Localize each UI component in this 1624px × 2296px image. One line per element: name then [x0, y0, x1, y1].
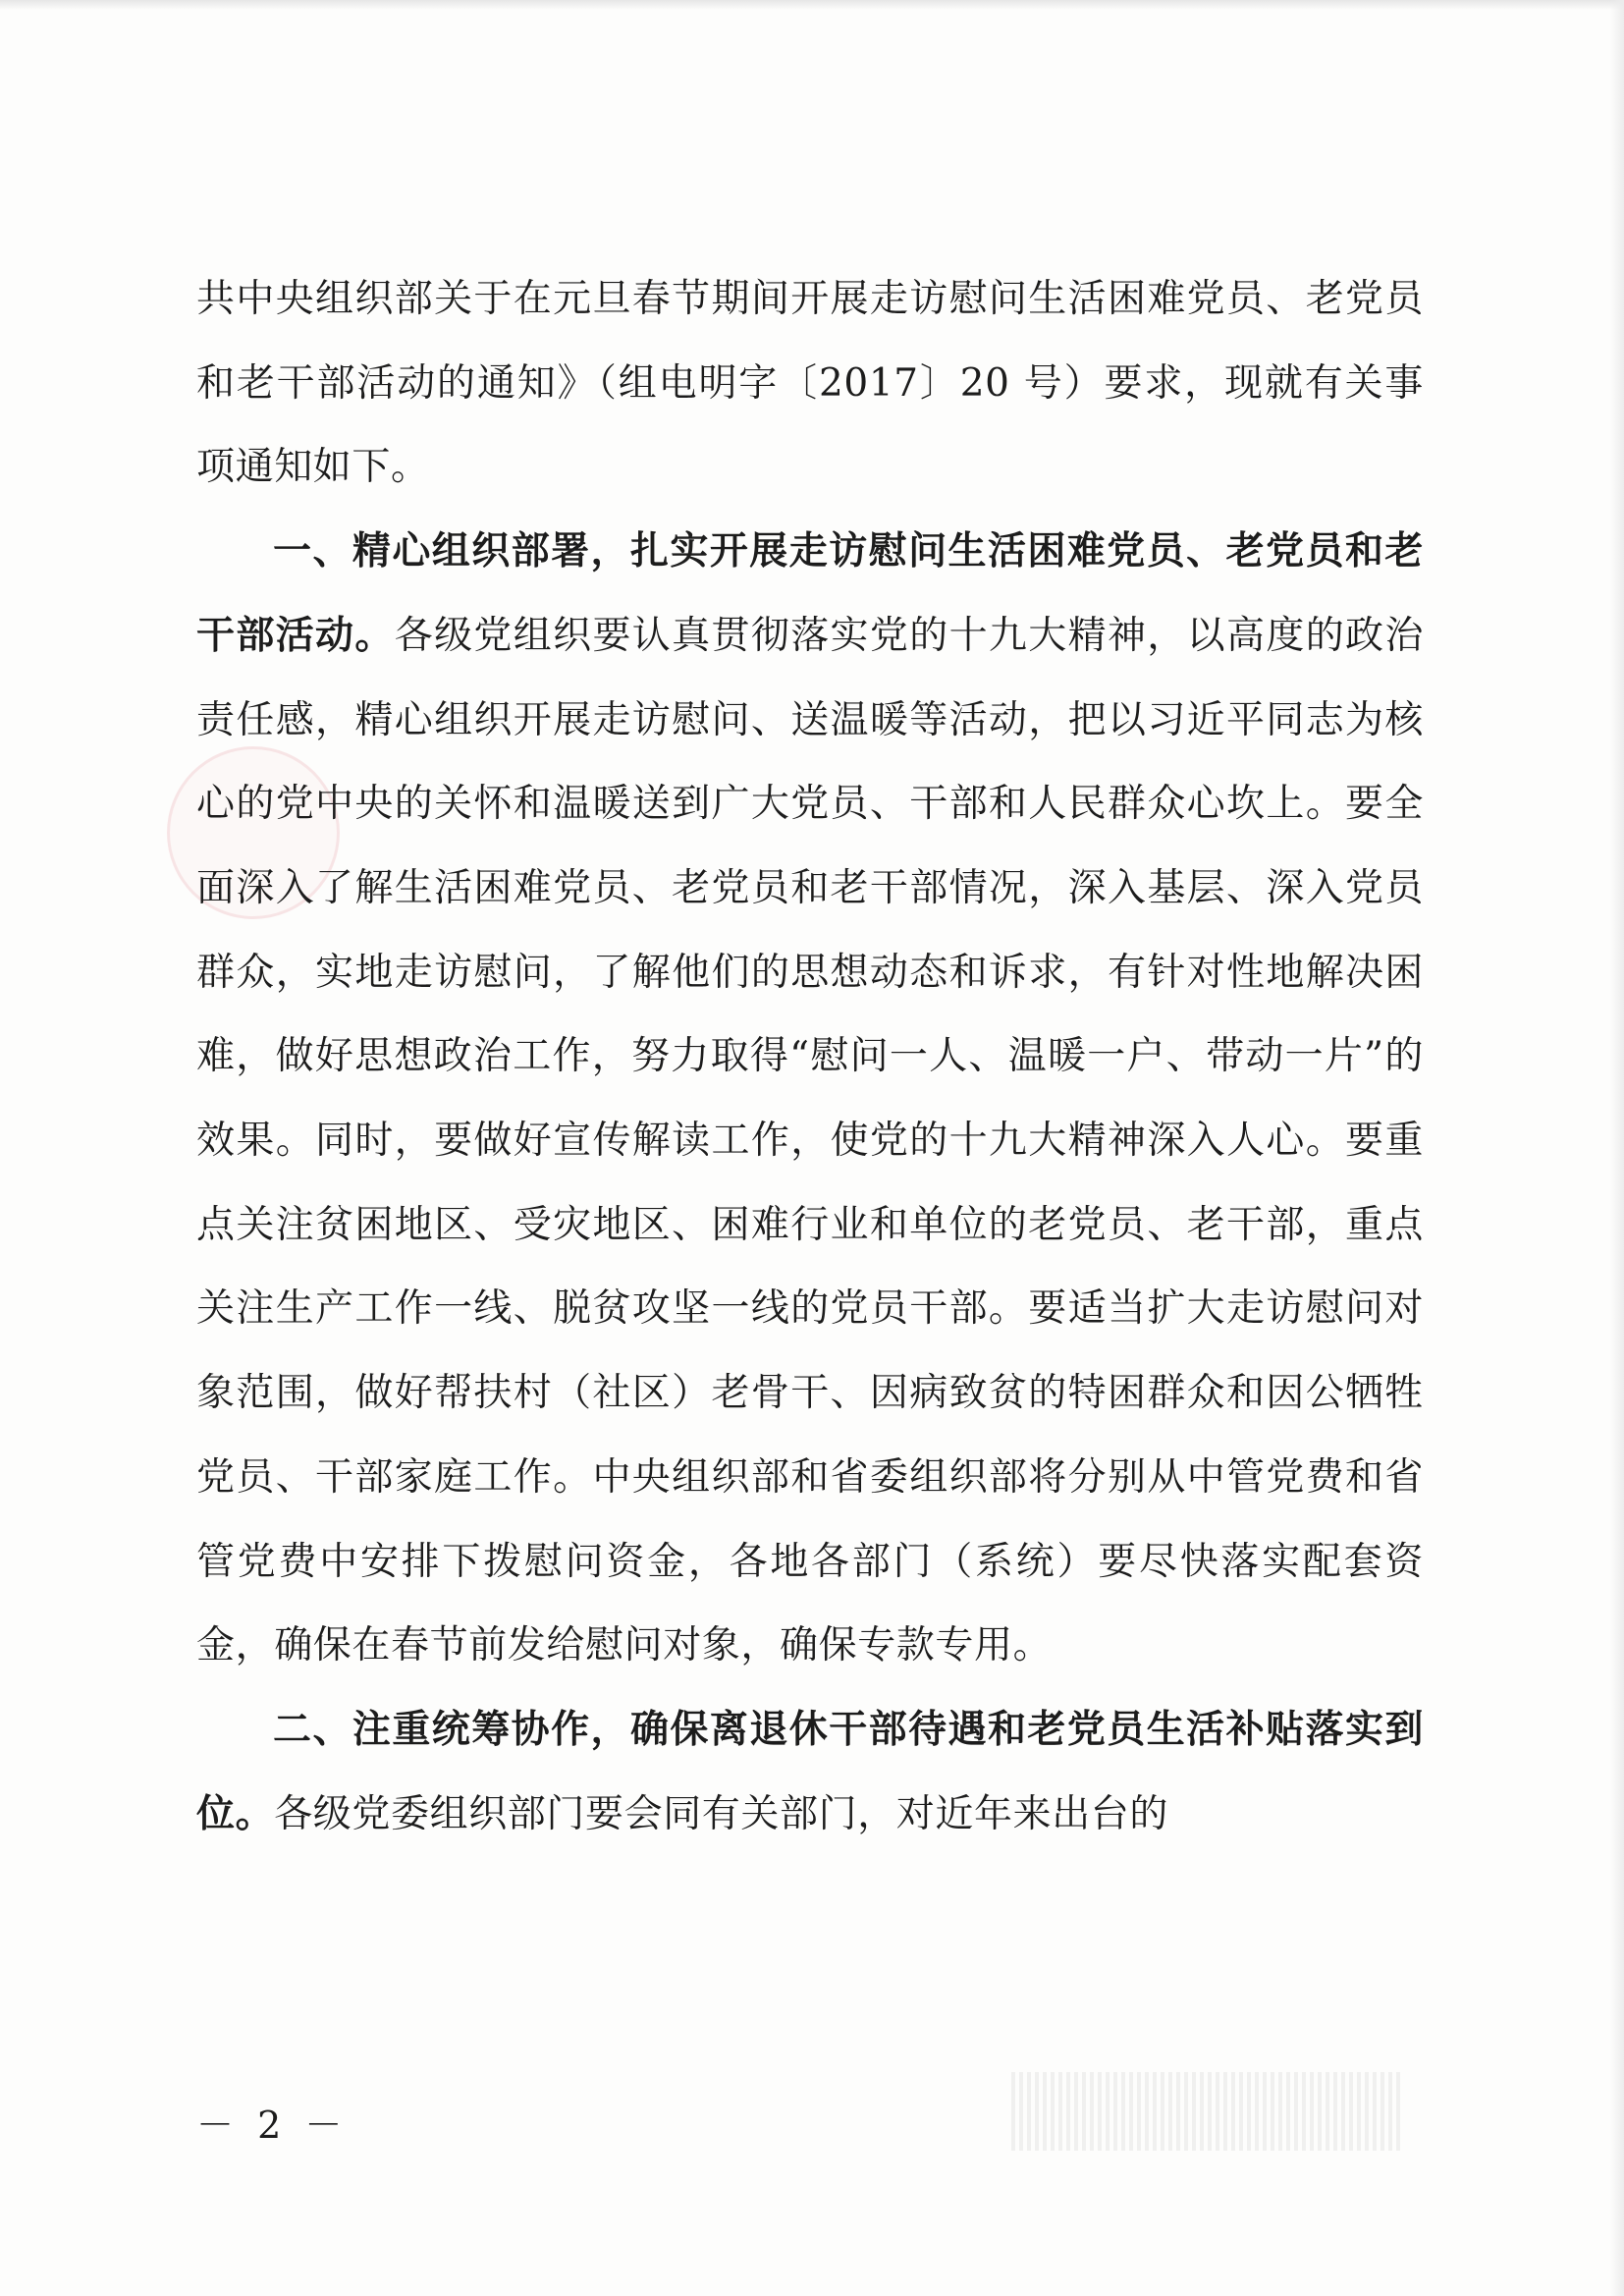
paragraph-intro-text: 共中央组织部关于在元旦春节期间开展走访慰问生活困难党员、老党员和老干部活动的通知》（组电明字〔2017〕20 号）要求，现就有关事项通知如下。: [196, 277, 1424, 490]
paragraph-section-2: [196, 1688, 1424, 1856]
section-2-heading: 二、注重统筹协作，确保离退休干部待遇和老党员生活补贴落实到位。: [196, 1707, 1424, 1836]
page-number: － 2 －: [196, 2104, 349, 2147]
section-2-text: 各级党委组织部门要会同有关部门，对近年来出台的: [274, 1791, 1169, 1836]
section-1-heading: 一、精心组织部署，扎实开展走访慰问生活困难党员、老党员和老干部活动。: [196, 529, 1424, 658]
paragraph-intro: [196, 257, 1424, 510]
section-1-text: 各级党组织要认真贯彻落实党的十九大精神，以高度的政治责任感，精心组织开展走访慰问、送温暖等活动，把以习近平同志为核心的党中央的关怀和温暖送到广大党员、干部和人民群众心坎上。要全面深入了解生活困难党员、老党员和老干部情况，深入基层、深入党员群众，实地走访慰问，了解他们的思想动态和诉求，有针对性地解决困难，做好思想政治工作，努力取得“慰问一人、温暖一户、带动一片”的效果。同时，要做好宣传解读工作，使党的十九大精神深入人心。要重点关注贫困地区、受灾地区、困难行业和单位的老党员、老干部，重点关注生产工作一线、脱贫攻坚一线的党员干部。要适当扩大走访慰问对象范围，做好帮扶村（社区）老骨干、因病致贫的特困群众和因公牺牲党员、干部家庭工作。中央组织部和省委组织部将分别从中管党费和省管党费中安排下拨慰问资金，各地各部门（系统）要尽快落实配套资金，确保在春节前发给慰问对象，确保专款专用。: [196, 613, 1424, 1668]
stamp-show-through: [1011, 2072, 1404, 2151]
scan-edge-top: [0, 0, 1624, 10]
scan-edge-right: [1610, 0, 1624, 2296]
document-body: [196, 257, 1424, 1856]
paragraph-section-1: [196, 510, 1424, 1688]
